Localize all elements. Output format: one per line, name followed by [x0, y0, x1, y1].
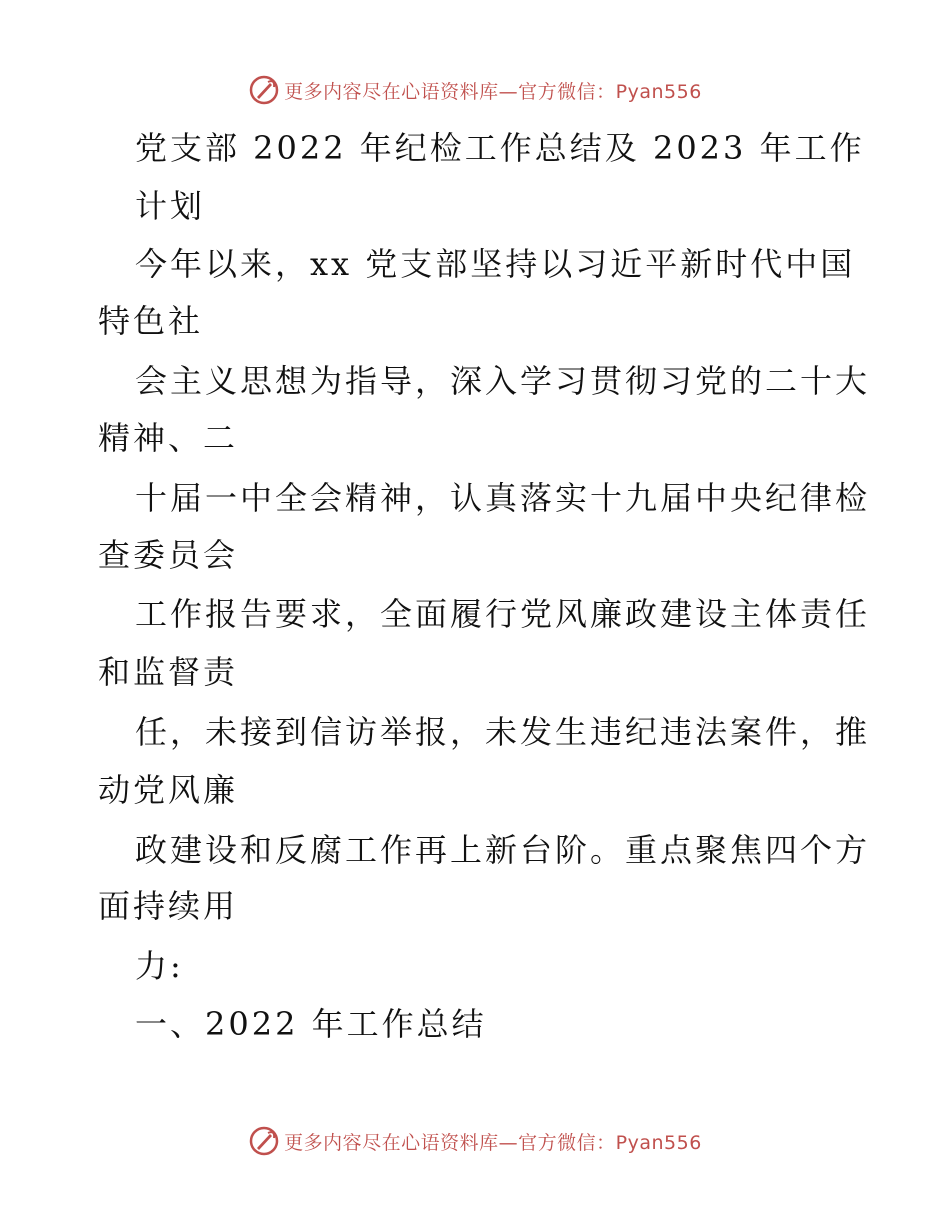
paragraph-line: 和监督责: [98, 653, 239, 691]
paragraph-line: 任，未接到信访举报，未发生违纪违法案件，推: [135, 713, 871, 751]
paragraph-line: 今年以来，xx 党支部坚持以习近平新时代中国: [135, 245, 856, 283]
paragraph-line: 精神、二: [98, 419, 239, 457]
paragraph-line: 十届一中全会精神，认真落实十九届中央纪律检: [135, 479, 871, 517]
paragraph-line: 动党风廉: [98, 771, 239, 809]
paragraph-line: 查委员会: [98, 536, 239, 574]
paragraph-line: 特色社: [98, 302, 204, 340]
quill-logo-icon: [248, 74, 280, 106]
watermark-text: 更多内容尽在心语资料库—官方微信：Pyan556: [284, 80, 702, 103]
paragraph-line: 面持续用: [98, 887, 239, 925]
header-watermark: [0, 74, 950, 106]
paragraph-line: 政建设和反腐工作再上新台阶。重点聚焦四个方: [135, 831, 871, 869]
paragraph-line: 工作报告要求，全面履行党风廉政建设主体责任: [135, 595, 871, 633]
paragraph-line: 会主义思想为指导，深入学习贯彻习党的二十大: [135, 362, 871, 400]
paragraph-line: 力:: [135, 947, 184, 985]
footer-watermark: [0, 1125, 950, 1157]
quill-logo-icon: [248, 1125, 280, 1157]
document-title-line-1: 党支部 2022 年纪检工作总结及 2023 年工作: [135, 129, 865, 167]
section-heading: 一、2022 年工作总结: [135, 1005, 487, 1043]
document-title-line-2: 计划: [135, 187, 206, 225]
watermark-text: 更多内容尽在心语资料库—官方微信：Pyan556: [284, 1131, 702, 1154]
